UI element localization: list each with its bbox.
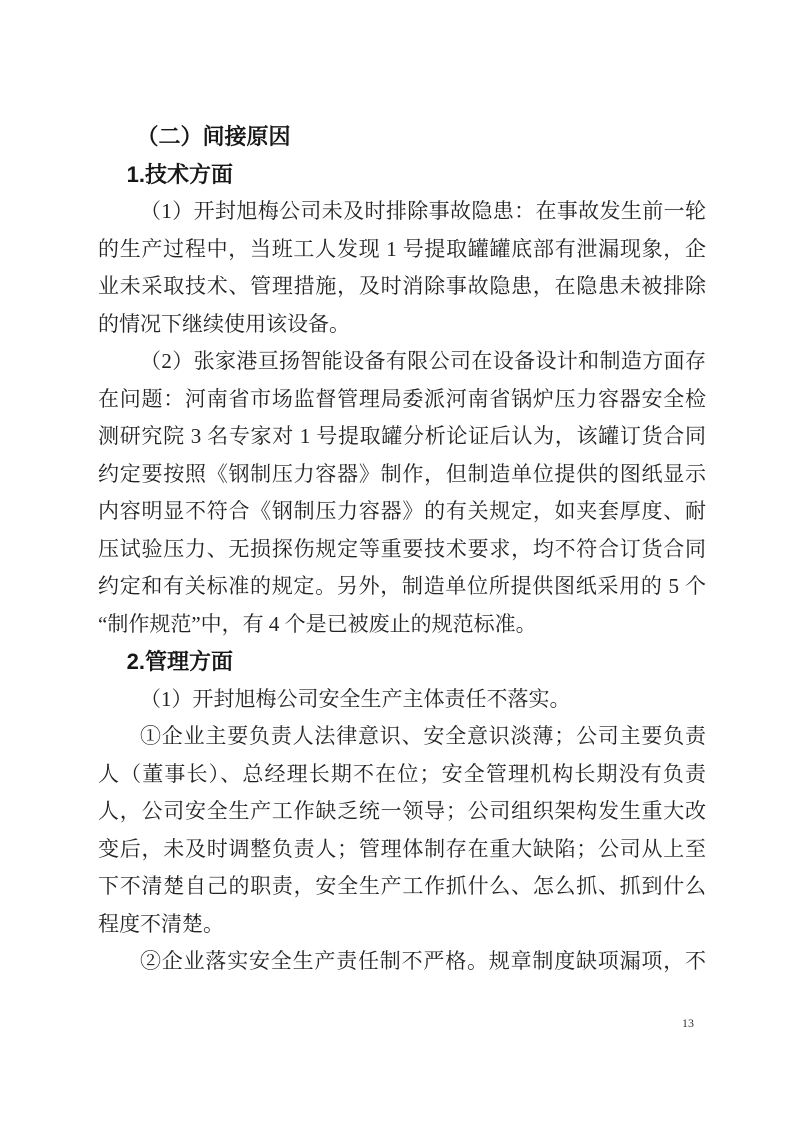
paragraph-management-item-1: ①企业主要负责人法律意识、安全意识淡薄；公司主要负责人（董事长）、总经理长期不在位；安全管理机构长期没有负责人，公司安全生产工作缺乏统一领导；公司组织架构发生重大改变后，未及时调整负责人；管理体制存在重大缺陷；公司从上至下不清楚自己的职责，安全生产工作抓什么、怎么抓、抓到什么程度不清楚。 — [98, 724, 706, 936]
section-heading-indirect-causes: （二）间接原因 — [136, 124, 291, 149]
paragraph-management-item-2: ②企业落实安全生产责任制不严格。规章制度缺项漏项，不 — [140, 949, 706, 973]
document-content — [98, 118, 706, 981]
page-number: 13 — [682, 1016, 694, 1030]
paragraph-technical-1: （1）开封旭梅公司未及时排除事故隐患：在事故发生前一轮的生产过程中，当班工人发现 1 号提取罐罐底部有泄漏现象，企业未采取技术、管理措施，及时消除事故隐患，在隐患未被排除的情况下继续使用该设备。 — [98, 199, 706, 336]
subsection-heading-management: 2.管理方面 — [126, 649, 233, 674]
subsection-heading-technical: 1.技术方面 — [126, 161, 233, 187]
paragraph-technical-2: （2）张家港亘扬智能设备有限公司在设备设计和制造方面存在问题：河南省市场监督管理局委派河南省锅炉压力容器安全检测研究院 3 名专家对 1 号提取罐分析论证后认为，该罐订货合同约定要按照《钢制压力容器》制作，但制造单位提供的图纸显示内容明显不符合《钢制压力容器》的有关规定，如夹套厚度、耐压试验压力、无损探伤规定等重要技术要求，均不符合订货合同约定和有关标准的规定。另外，制造单位所提供图纸采用的 5 个“制作规范”中，有 4 个是已被废止的规范标准。 — [98, 349, 706, 636]
paragraph-management-1: （1）开封旭梅公司安全生产主体责任不落实。 — [140, 686, 571, 711]
